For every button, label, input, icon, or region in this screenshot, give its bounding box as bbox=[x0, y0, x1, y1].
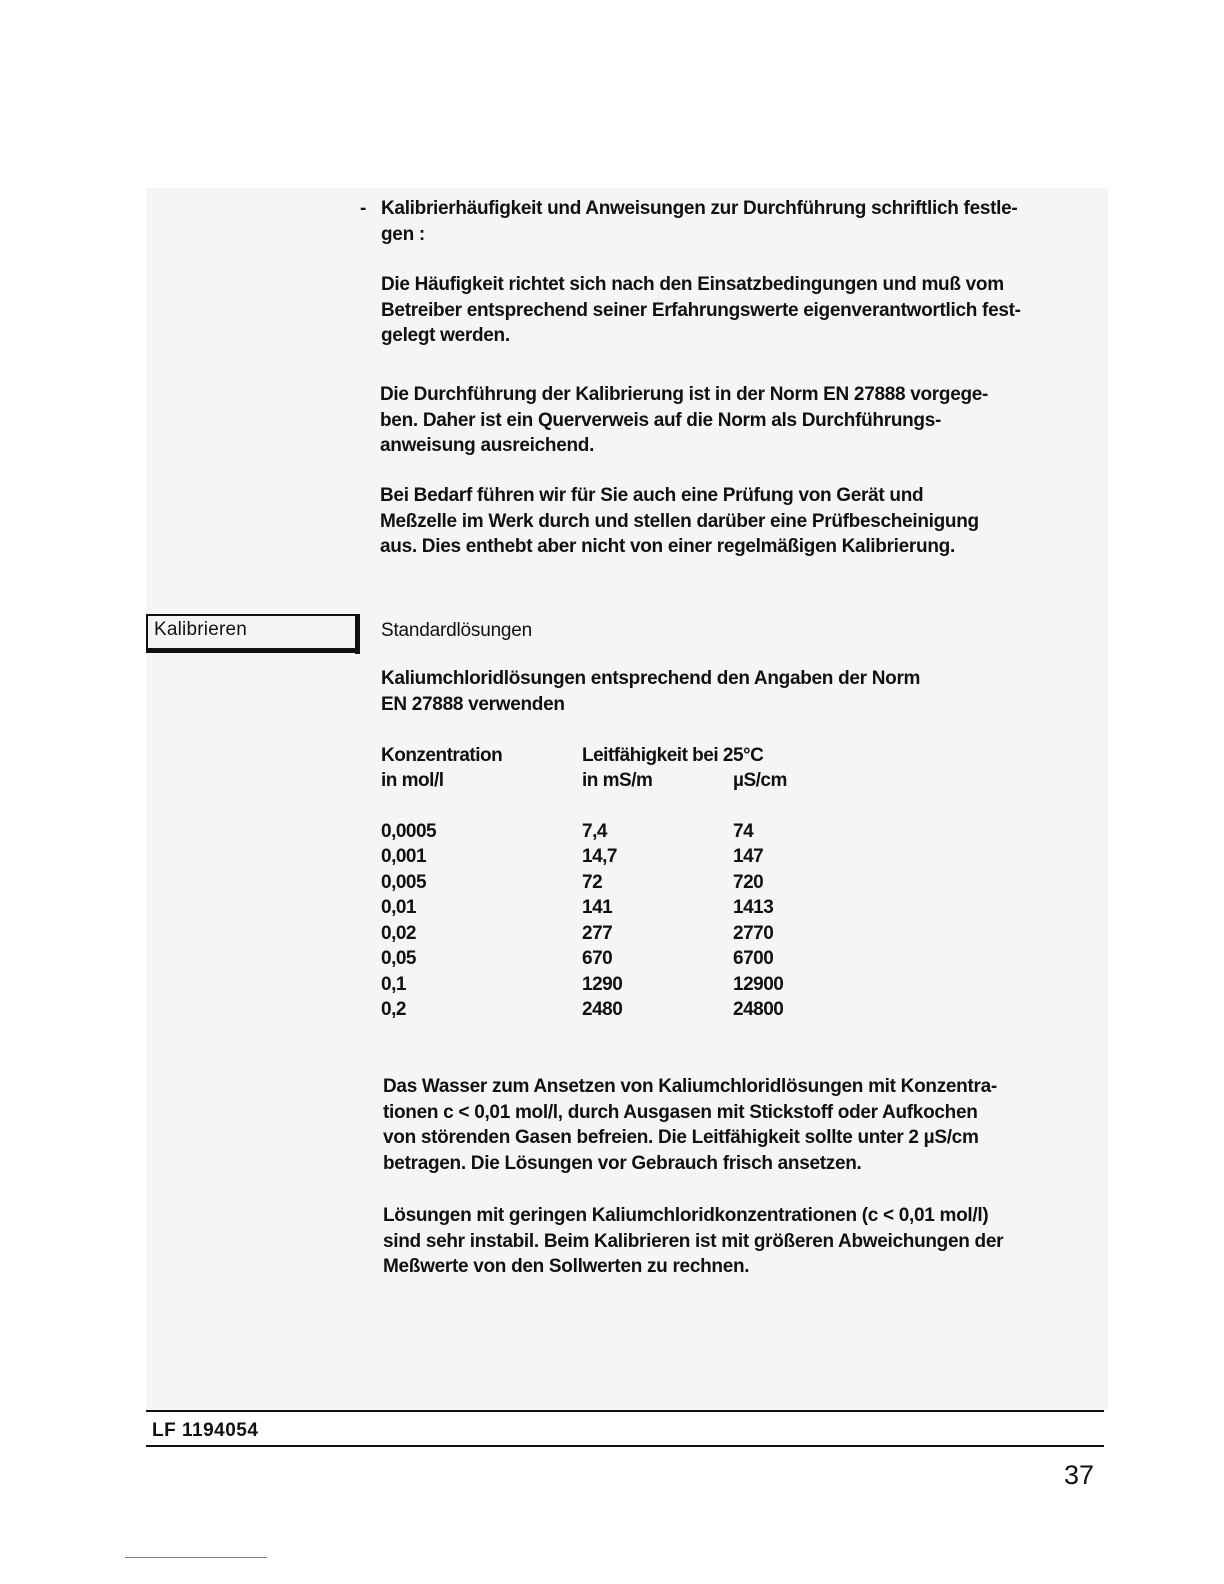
note-line: sind sehr instabil. Beim Kalibrieren ist mit größeren Abweichungen der bbox=[383, 1230, 1004, 1252]
paragraph-line: Die Häufigkeit richtet sich nach den Einsatzbedingungen und muß vom bbox=[381, 274, 1004, 295]
cell-ms-per-m: 670 bbox=[582, 948, 613, 969]
intro-line: Kaliumchloridlösungen entsprechend den Angaben der Norm bbox=[381, 668, 921, 689]
paragraph-line: Betreiber entsprechend seiner Erfahrungswerte eigenverantwortlich fest- bbox=[381, 299, 1021, 321]
cell-ms-per-m: 72 bbox=[582, 872, 603, 893]
cell-us-per-cm: 147 bbox=[733, 846, 764, 867]
intro-line: EN 27888 verwenden bbox=[381, 693, 565, 715]
cell-ms-per-m: 14,7 bbox=[582, 846, 617, 867]
footer-rule-bottom bbox=[146, 1445, 1104, 1447]
cell-ms-per-m: 7,4 bbox=[582, 821, 607, 842]
table-header-conductivity: Leitfähigkeit bei 25°C bbox=[582, 745, 764, 766]
paragraph-line: aus. Dies enthebt aber nicht von einer regelmäßigen Kalibrierung. bbox=[380, 536, 955, 557]
cell-concentration: 0,01 bbox=[381, 897, 416, 918]
cell-concentration: 0,02 bbox=[381, 923, 416, 944]
note-line: von störenden Gasen befreien. Die Leitfähigkeit sollte unter 2 µS/cm bbox=[383, 1127, 979, 1148]
paragraph-line: anweisung ausreichend. bbox=[380, 435, 595, 456]
bullet-dash: - bbox=[360, 198, 367, 219]
section-title: Standardlösungen bbox=[381, 620, 533, 641]
note-water-preparation bbox=[383, 1074, 997, 1176]
paragraph-line: Die Durchführung der Kalibrierung ist in der Norm EN 27888 vorgege- bbox=[380, 384, 989, 405]
page-number: 37 bbox=[1064, 1460, 1095, 1490]
table-header-us-per-cm: µS/cm bbox=[733, 770, 787, 791]
section-intro bbox=[381, 666, 920, 717]
cell-us-per-cm: 1413 bbox=[733, 897, 774, 918]
document-code: LF 1194054 bbox=[152, 1420, 259, 1441]
note-line: betragen. Die Lösungen vor Gebrauch frisch ansetzen. bbox=[383, 1152, 862, 1174]
cell-us-per-cm: 12900 bbox=[733, 974, 784, 995]
paragraph-line: ben. Daher ist ein Querverweis auf die Norm als Durchführungs- bbox=[380, 409, 942, 431]
bullet-line: gen : bbox=[381, 223, 425, 245]
cell-concentration: 0,2 bbox=[381, 999, 406, 1020]
bullet-text bbox=[381, 196, 1017, 247]
cell-ms-per-m: 2480 bbox=[582, 999, 623, 1020]
cell-concentration: 0,0005 bbox=[381, 821, 437, 842]
table-header-ms-per-m: in mS/m bbox=[582, 770, 653, 791]
scan-edge-line bbox=[125, 1557, 267, 1558]
note-line: Das Wasser zum Ansetzen von Kaliumchloridlösungen mit Konzentra- bbox=[383, 1076, 997, 1097]
paragraph-line: Bei Bedarf führen wir für Sie auch eine Prüfung von Gerät und bbox=[380, 485, 924, 506]
cell-concentration: 0,001 bbox=[381, 846, 427, 867]
cell-concentration: 0,005 bbox=[381, 872, 427, 893]
note-line: Lösungen mit geringen Kaliumchloridkonzentrationen (c < 0,01 mol/l) bbox=[383, 1205, 989, 1226]
cell-us-per-cm: 24800 bbox=[733, 999, 784, 1020]
cell-us-per-cm: 2770 bbox=[733, 923, 774, 944]
cell-ms-per-m: 277 bbox=[582, 923, 613, 944]
cell-ms-per-m: 1290 bbox=[582, 974, 623, 995]
cell-concentration: 0,1 bbox=[381, 974, 406, 995]
bullet-line: Kalibrierhäufigkeit und Anweisungen zur Durchführung schriftlich festle- bbox=[381, 198, 1018, 219]
section-tag-label: Kalibrieren bbox=[154, 619, 248, 640]
cell-us-per-cm: 6700 bbox=[733, 948, 774, 969]
cell-ms-per-m: 141 bbox=[582, 897, 613, 918]
cell-us-per-cm: 720 bbox=[733, 872, 764, 893]
table-header-concentration-unit: in mol/l bbox=[381, 770, 444, 791]
paragraph-norm bbox=[380, 382, 988, 459]
note-line: Meßwerte von den Sollwerten zu rechnen. bbox=[383, 1256, 750, 1277]
paragraph-line: gelegt werden. bbox=[381, 325, 510, 346]
footer-rule-top bbox=[146, 1410, 1104, 1412]
paragraph-line: Meßzelle im Werk durch und stellen darüber eine Prüfbescheinigung bbox=[380, 510, 979, 532]
cell-us-per-cm: 74 bbox=[733, 821, 754, 842]
paragraph-service bbox=[380, 483, 979, 560]
note-instability bbox=[383, 1203, 1003, 1280]
table-header-concentration: Konzentration bbox=[381, 745, 503, 766]
cell-concentration: 0,05 bbox=[381, 948, 416, 969]
paragraph-frequency bbox=[381, 272, 1021, 349]
note-line: tionen c < 0,01 mol/l, durch Ausgasen mit Stickstoff oder Aufkochen bbox=[383, 1101, 978, 1123]
section-tag-shadow-bottom bbox=[146, 648, 360, 653]
section-tag bbox=[146, 614, 356, 648]
